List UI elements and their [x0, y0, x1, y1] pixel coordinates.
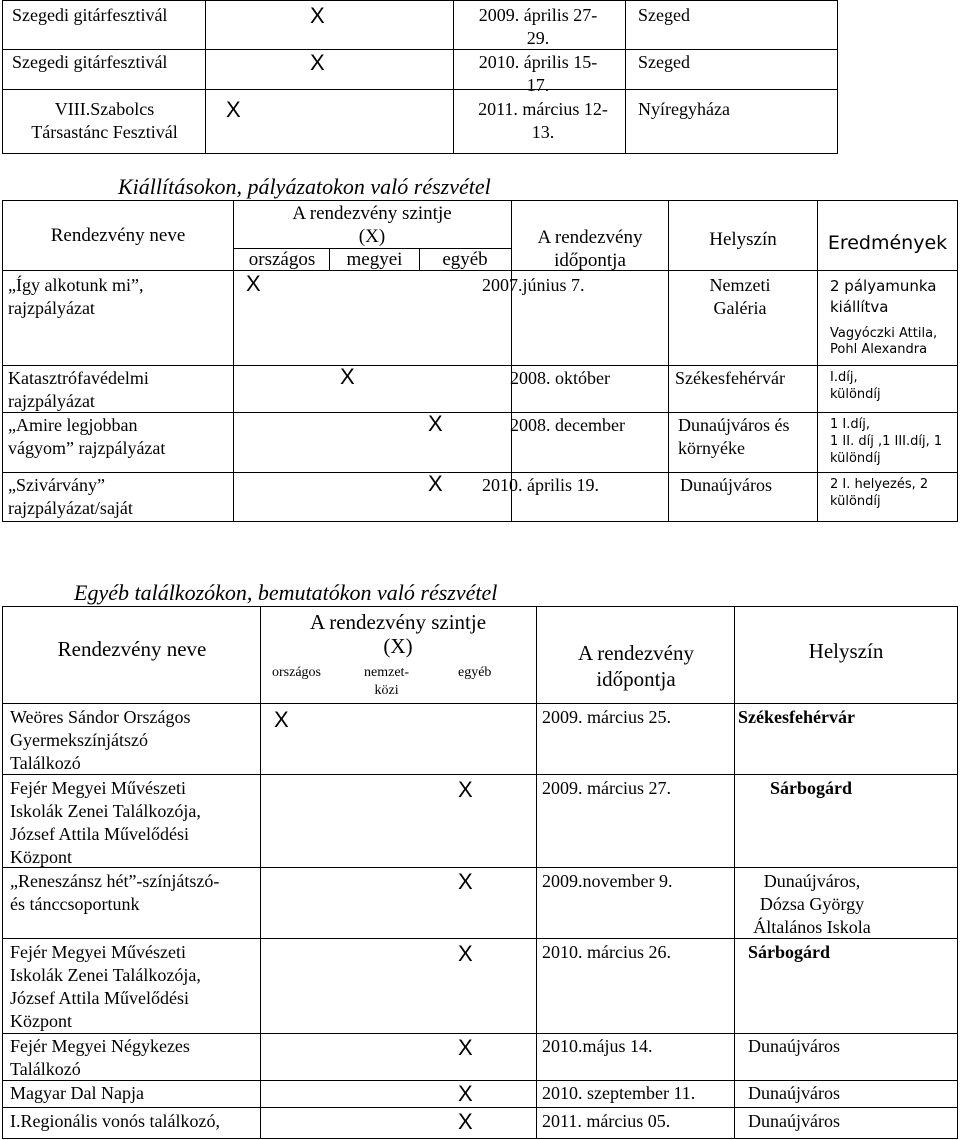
s2-header-level-other: egyéb: [458, 665, 492, 680]
s1-row-3-date: 2008. december: [510, 415, 625, 435]
s2-row-7-mark: X: [458, 1109, 473, 1134]
s1-row-2-name: Katasztrófavédelmi rajzpályázat: [8, 368, 149, 411]
s1-row-1-mark: X: [246, 271, 261, 296]
top-row-1-mark: X: [310, 3, 325, 28]
s1-row-1-date: 2007.június 7.: [482, 275, 585, 295]
s2-row-4-name: Fejér Megyei Művészeti Iskolák Zenei Találkozója, József Attila Művelődési Központ: [10, 942, 201, 1031]
top-row-1-place: Szeged: [638, 5, 690, 25]
s2-row-6-place: Dunaújváros: [748, 1083, 840, 1103]
top-row-3-name: VIII.Szabolcs Társastánc Fesztivál: [31, 99, 178, 142]
s2-row-7-date: 2011. március 05.: [542, 1111, 671, 1131]
s2-row-2-mark: X: [458, 777, 473, 802]
s2-row-5-place: Dunaújváros: [748, 1036, 840, 1056]
s2-row-2-name: Fejér Megyei Művészeti Iskolák Zenei Találkozója, József Attila Művelődési Központ: [10, 778, 201, 867]
s1-row-3-name: „Amire legjobban vágyom” rajzpályázat: [8, 415, 166, 458]
s2-header-level: A rendezvény szintje (X): [309, 610, 487, 658]
s2-header-level-international: nemzet- közi: [364, 665, 410, 698]
s1-row-3-mark: X: [428, 411, 443, 436]
s1-header-level-other: egyéb: [442, 249, 488, 270]
s1-row-3-result: 1 I.díj, 1 II. díj ,1 III.díj, 1 különdíj: [830, 417, 943, 466]
s2-row-1-place: Székesfehérvár: [738, 707, 855, 727]
top-row-2-name: Szegedi gitárfesztivál: [12, 52, 168, 72]
top-row-2-date: 2010. április 15- 17.: [478, 52, 598, 95]
s2-header-level-national: országos: [272, 665, 321, 680]
top-row-2-place: Szeged: [638, 52, 690, 72]
section-1-title: Kiállításokon, pályázatokon való részvétel: [118, 174, 491, 199]
s2-row-4-place: Sárbogárd: [748, 942, 831, 962]
s1-row-2-result: I.díj, különdíj: [830, 370, 881, 402]
s1-row-1-place: Nemzeti Galéria: [709, 275, 771, 318]
s2-row-3-name: „Reneszánsz hét”-színjátszó- és tánccsoportunk: [10, 871, 220, 914]
s1-row-2-date: 2008. október: [510, 368, 610, 388]
s1-row-1-result: 2 pályamunka kiállítva: [830, 277, 937, 316]
s1-row-3-place: Dunaújváros és környéke: [678, 415, 790, 458]
s2-row-3-date: 2009.november 9.: [542, 871, 673, 891]
top-row-2-mark: X: [310, 50, 325, 75]
s1-row-2-place: Székesfehérvár: [675, 368, 785, 388]
section-2-title: Egyéb találkozókon, bemutatókon való részvétel: [74, 580, 498, 605]
s1-row-2-mark: X: [340, 364, 355, 389]
s1-header-level-national: országos: [248, 249, 316, 270]
s1-header-result: Eredmények: [827, 232, 948, 254]
s1-row-1-result-names: Vagyóczki Attila, Pohl Alexandra: [830, 326, 938, 357]
s2-header-name: Rendezvény neve: [57, 637, 207, 661]
s2-row-5-date: 2010.május 14.: [542, 1036, 653, 1056]
s2-header-place: Helyszín: [808, 639, 884, 663]
top-row-3-date: 2011. március 12- 13.: [478, 99, 608, 142]
s2-row-7-place: Dunaújváros: [748, 1111, 840, 1131]
top-row-1-date: 2009. április 27- 29.: [478, 5, 598, 48]
s1-header-level: A rendezvény szintje (X): [292, 203, 452, 247]
s2-row-1-name: Weöres Sándor Országos Gyermekszínjátszó Találkozó: [10, 707, 191, 773]
s2-row-3-place: Dunaújváros, Dózsa György Általános Iskola: [753, 871, 871, 937]
s1-row-1-name: „Így alkotunk mi”, rajzpályázat: [8, 275, 144, 318]
top-row-1-name: Szegedi gitárfesztivál: [12, 5, 168, 25]
s1-row-4-result: 2 I. helyezés, 2 különdíj: [830, 477, 929, 509]
s1-row-4-mark: X: [428, 471, 443, 496]
s2-row-2-date: 2009. március 27.: [542, 778, 671, 798]
s2-row-1-date: 2009. március 25.: [542, 707, 671, 727]
s2-row-6-name: Magyar Dal Napja: [10, 1083, 144, 1103]
s1-header-place: Helyszín: [709, 229, 777, 250]
s2-row-1-mark: X: [274, 707, 289, 732]
top-row-3-place: Nyíregyháza: [638, 99, 730, 119]
s2-row-3-mark: X: [458, 869, 473, 894]
s2-row-2-place: Sárbogárd: [770, 778, 853, 798]
s2-row-6-date: 2010. szeptember 11.: [542, 1083, 696, 1103]
s1-row-4-name: „Szivárvány” rajzpályázat/saját: [8, 475, 133, 518]
s2-row-5-name: Fejér Megyei Négykezes Találkozó: [10, 1036, 190, 1079]
s2-row-4-date: 2010. március 26.: [542, 942, 671, 962]
top-row-3-mark: X: [226, 97, 241, 122]
s2-row-7-name: I.Regionális vonós találkozó,: [10, 1111, 220, 1131]
s1-header-name: Rendezvény neve: [50, 225, 186, 246]
s1-row-4-place: Dunaújváros: [680, 475, 772, 495]
s2-row-6-mark: X: [458, 1081, 473, 1106]
s1-header-date: A rendezvény időpontja: [537, 227, 643, 271]
s1-row-4-date: 2010. április 19.: [482, 475, 599, 495]
s2-row-5-mark: X: [458, 1035, 473, 1060]
s2-header-date: A rendezvény időpontja: [577, 641, 695, 691]
s2-row-4-mark: X: [458, 941, 473, 966]
s1-header-level-county: megyei: [346, 249, 403, 270]
